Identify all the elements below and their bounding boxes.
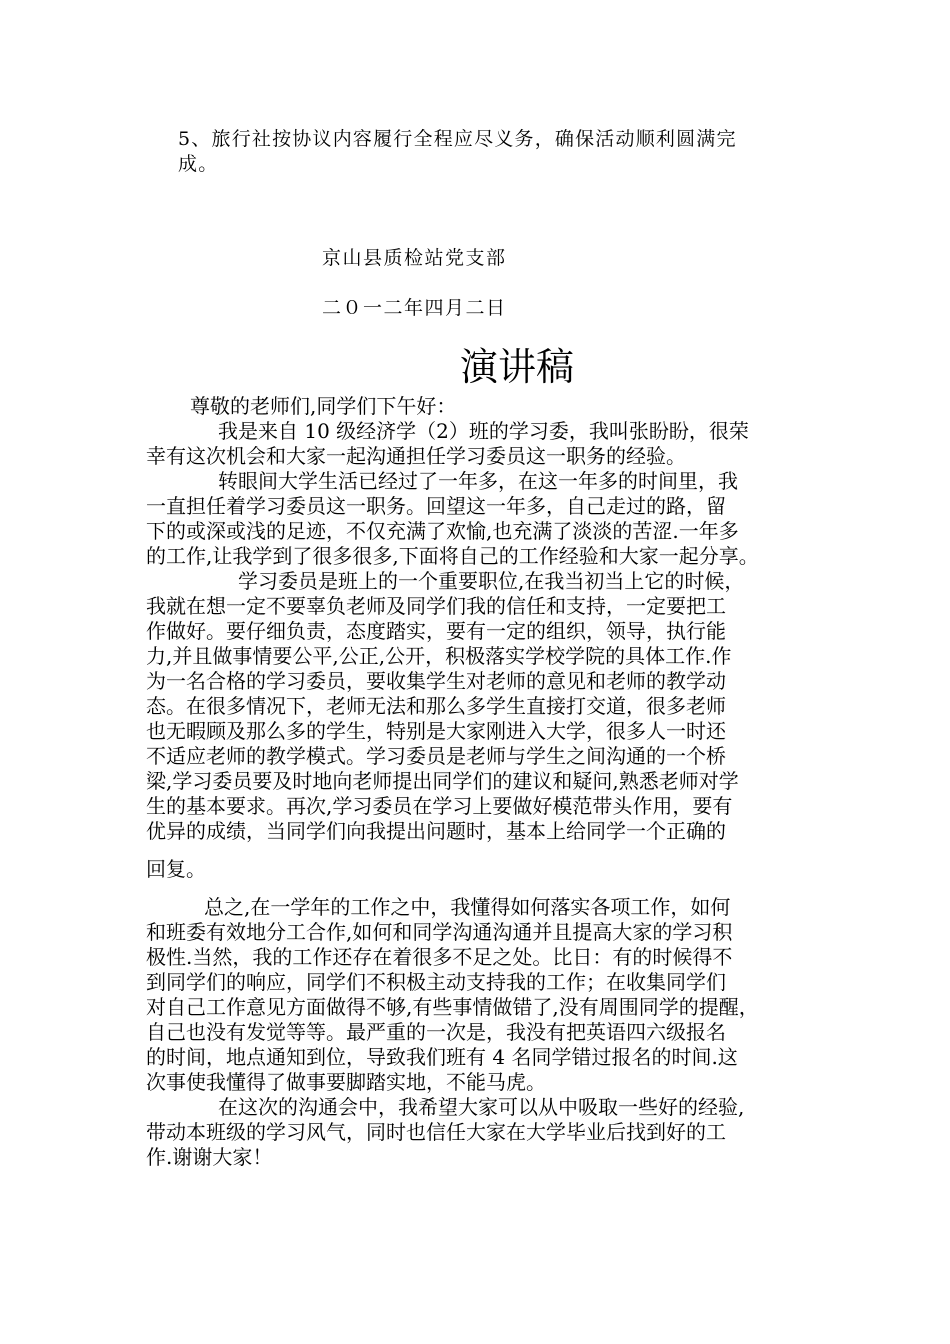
paragraph-line: 态。在很多情况下，老师无法和那么多学生直接打交道，很多老师: [146, 694, 726, 718]
paragraph-line: 对自己工作意见方面做得不够,有些事情做错了,没有周围同学的提醒，: [146, 995, 759, 1019]
paragraph-line: 次事使我懂得了做事要脚踏实地，不能马虎。: [146, 1070, 546, 1094]
speech-greeting: 尊敬的老师们,同学们下午好：: [190, 394, 457, 418]
paragraph-line: 为一名合格的学习委员，要收集学生对老师的意见和老师的教学动: [146, 669, 726, 693]
paragraph-line: 带动本班级的学习风气，同时也信任大家在大学毕业后找到好的工: [146, 1120, 726, 1144]
paragraph-line: 极性.当然，我的工作还存在着很多不足之处。比日：有的时候得不: [146, 945, 733, 969]
paragraph-line: 梁,学习委员要及时地向老师提出同学们的建议和疑问,熟悉老师对学: [146, 769, 739, 793]
speech-title: 演讲稿: [459, 345, 574, 389]
paragraph-line: 我是来自 10 级经济学（2）班的学习委，我叫张盼盼，很荣: [218, 419, 749, 443]
agreement-item-5-line: 成。: [178, 153, 219, 175]
paragraph-line: 学习委员是班上的一个重要职位,在我当初当上它的时候，: [238, 569, 745, 593]
paragraph-line: 作.谢谢大家！: [146, 1145, 273, 1169]
paragraph-line: 力,并且做事情要公平,公正,公开，积极落实学校学院的具体工作.作: [146, 644, 732, 668]
paragraph-line: 我就在想一定不要辜负老师及同学们我的信任和支持，一定要把工: [146, 594, 726, 618]
paragraph-line: 总之,在一学年的工作之中，我懂得如何落实各项工作，如何: [204, 895, 731, 919]
paragraph-line: 生的基本要求。再次,学习委员在学习上要做好模范带头作用，要有: [146, 794, 733, 818]
paragraph-line: 下的或深或浅的足迹，不仅充满了欢愉,也充满了淡淡的苦涩.一年多: [146, 519, 739, 543]
paragraph-line: 一直担任着学习委员这一职务。回望这一年多，自己走过的路，留: [146, 494, 726, 518]
paragraph-line: 也无暇顾及那么多的学生，特别是大家刚进入大学，很多人一时还: [146, 719, 726, 743]
signature-date: 二０一二年四月二日: [322, 297, 507, 319]
paragraph-line: 转眼间大学生活已经过了一年多，在这一年多的时间里，我: [218, 469, 738, 493]
paragraph-line: 在这次的沟通会中，我希望大家可以从中吸取一些好的经验,: [218, 1095, 745, 1119]
paragraph-line: 不适应老师的教学模式。学习委员是老师与学生之间沟通的一个桥: [146, 744, 726, 768]
paragraph-line: 回复。: [146, 857, 206, 881]
signature-organization: 京山县质检站党支部: [322, 247, 507, 269]
agreement-item-5-line: 5、旅行社按协议内容履行全程应尽义务，确保活动顺利圆满完: [178, 128, 737, 150]
paragraph-line: 优异的成绩，当同学们向我提出问题时，基本上给同学一个正确的: [146, 819, 726, 843]
paragraph-line: 的工作,让我学到了很多很多,下面将自己的工作经验和大家一起分享。: [146, 544, 759, 568]
paragraph-line: 自己也没有发觉等等。最严重的一次是，我没有把英语四六级报名: [146, 1020, 726, 1044]
paragraph-line: 到同学们的响应，同学们不积极主动支持我的工作；在收集同学们: [146, 970, 726, 994]
paragraph-line: 幸有这次机会和大家一起沟通担任学习委员这一职务的经验。: [146, 444, 686, 468]
paragraph-line: 的时间，地点通知到位，导致我们班有 4 名同学错过报名的时间.这: [146, 1045, 738, 1069]
paragraph-line: 作做好。要仔细负责，态度踏实，要有一定的组织，领导，执行能: [146, 619, 726, 643]
paragraph-line: 和班委有效地分工合作,如何和同学沟通沟通并且提高大家的学习积: [146, 920, 733, 944]
